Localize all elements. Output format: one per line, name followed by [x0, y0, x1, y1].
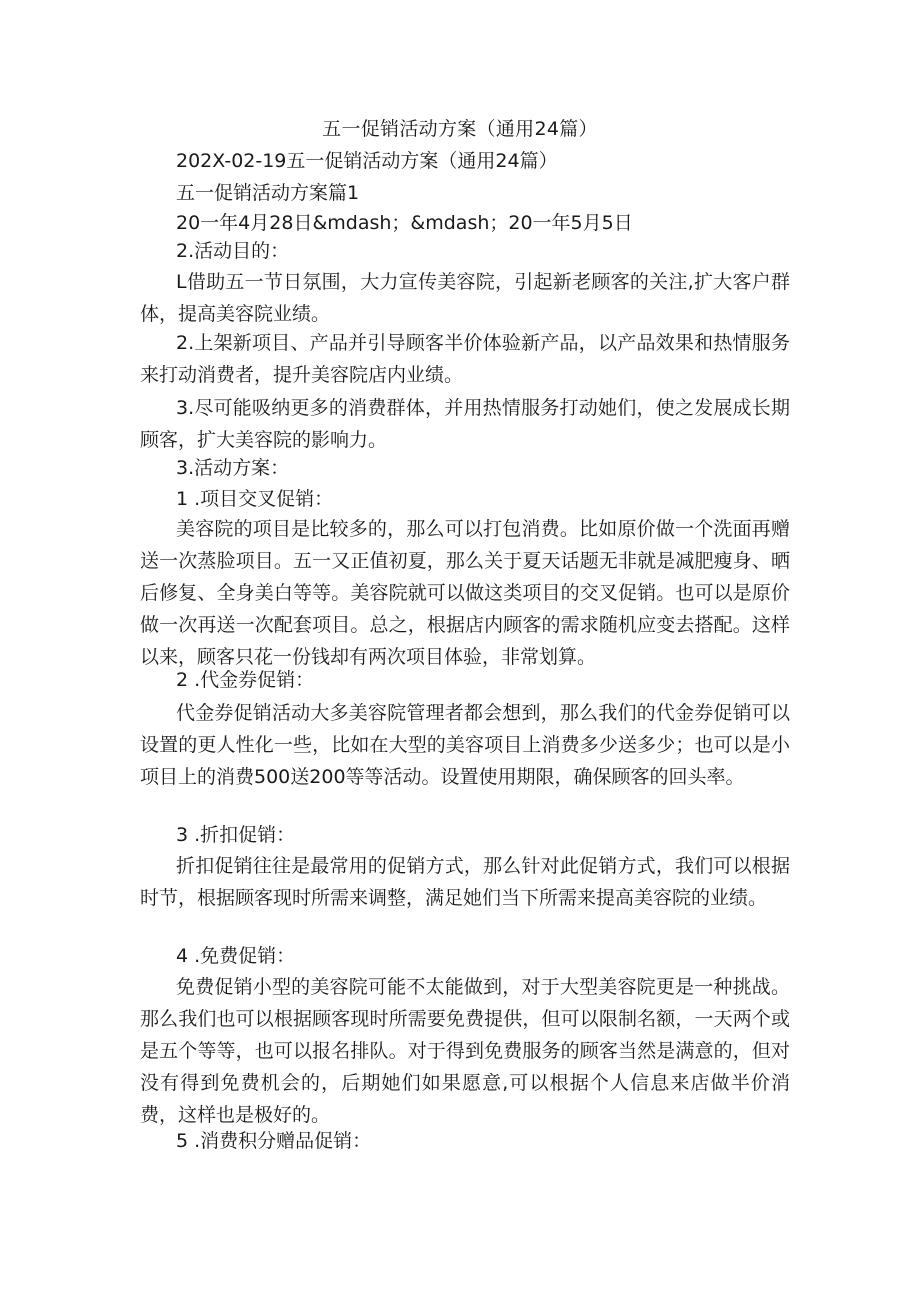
activity-period: 20一年4月28日&mdash；&mdash；20一年5月5日: [176, 212, 633, 234]
item-1-heading: 1 .项目交叉促销：: [176, 488, 334, 510]
date-line: 202X-02-19五一促销活动方案（通用24篇）: [176, 150, 558, 172]
item-3-heading: 3 .折扣促销：: [176, 824, 296, 846]
purpose-paragraph-2: 2.上架新项目、产品并引导顾客半价体验新产品，以产品效果和热情服务来打动消费者，提升美容院店内业绩。: [140, 332, 790, 386]
heading-plan: 3.活动方案：: [176, 457, 290, 479]
purpose-paragraph-1: L借助五一节日氛围，大力宣传美容院，引起新老顾客的关注,扩大客户群体，提高美容院业绩。: [140, 271, 790, 325]
purpose-paragraph-3: 3.尽可能吸纳更多的消费群体，并用热情服务打动她们，使之发展成长期顾客，扩大美容院的影响力。: [140, 397, 790, 451]
heading-purpose: 2.活动目的：: [176, 240, 290, 262]
item-4-body: 免费促销小型的美容院可能不太能做到，对于大型美容院更是一种挑战。那么我们也可以根据顾客现时所需要免费提供，但可以限制名额，一天两个或是五个等等，也可以报名排队。对于得到免费服务的顾客当然是满意的，但对没有得到免费机会的，后期她们如果愿意,可以根据个人信息来店做半价消费，这样也是极好的。: [140, 976, 790, 1126]
item-3-body: 折扣促销往往是最常用的促销方式，那么针对此促销方式，我们可以根据时节，根据顾客现时所需来调整，满足她们当下所需来提高美容院的业绩。: [140, 855, 790, 909]
item-2-heading: 2 .代金券促销：: [176, 669, 315, 691]
item-4-heading: 4 .免费促销：: [176, 945, 296, 967]
section-title: 五一促销活动方案篇1: [176, 182, 360, 204]
item-5-heading: 5 .消费积分赠品促销：: [176, 1130, 372, 1152]
item-1-body: 美容院的项目是比较多的，那么可以打包消费。比如原价做一个洗面再赠送一次蒸脸项目。五一又正值初夏，那么关于夏天话题无非就是减肥瘦身、晒后修复、全身美白等等。美容院就可以做这类项目的交叉促销。也可以是原价做一次再送一次配套项目。总之，根据店内顾客的需求随机应变去搭配。这样以来，顾客只花一份钱却有两次项目体验，非常划算。: [140, 518, 790, 668]
item-2-body: 代金券促销活动大多美容院管理者都会想到，那么我们的代金券促销可以设置的更人性化一些，比如在大型的美容项目上消费多少送多少；也可以是小项目上的消费500送200等等活动。设置使用期限，确保顾客的回头率。: [140, 702, 790, 788]
document-title: 五一促销活动方案（通用24篇）: [322, 118, 598, 140]
